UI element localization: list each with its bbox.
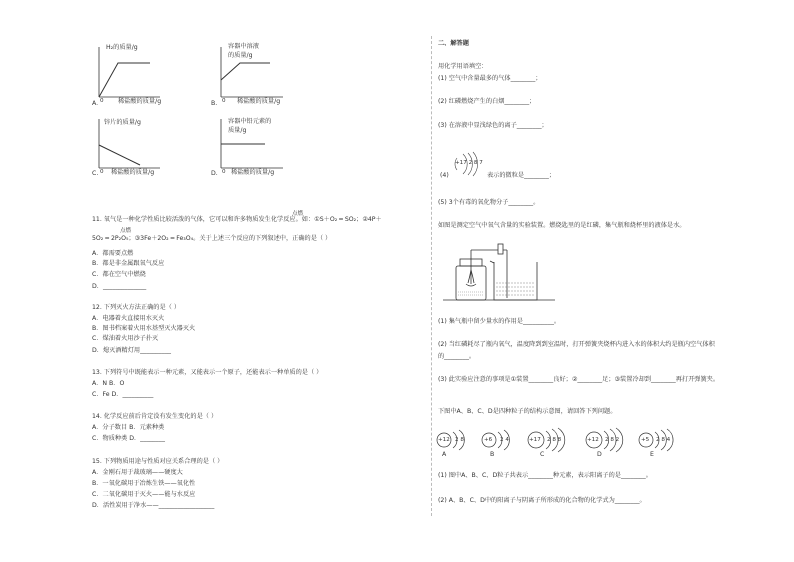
- q11-condition-2: 点燃: [120, 228, 132, 234]
- graph-c-ylabel: 锌片的质量/g: [104, 119, 141, 126]
- section-2-title: 二、解答题: [438, 40, 469, 47]
- graph-c-origin: 0: [100, 169, 104, 175]
- atom-a-nucleus-label: +12: [438, 437, 450, 443]
- graph-b-xlabel: 稀盐酸的质量/g: [237, 98, 281, 105]
- graph-b-ylabel-2: 的质量/g: [228, 52, 253, 59]
- q15-option-d[interactable]: D．活性炭用于净水——__________________: [92, 502, 215, 509]
- q12-option-d[interactable]: D．熄灭酒精灯用__________: [92, 347, 172, 354]
- atom-diagram-label: +17 2 8 7: [455, 160, 483, 166]
- q11-option-d[interactable]: D．______________: [92, 283, 147, 290]
- graph-d-xlabel: 稀盐酸的质量/g: [231, 169, 275, 176]
- fill-item-4: (4): [440, 172, 449, 179]
- q12-option-c[interactable]: C．煤油着火用沙子扑灭: [92, 335, 159, 342]
- atom-b-shells: 2 4: [500, 437, 509, 443]
- graph-a-origin: 0: [100, 98, 104, 104]
- graph-b-ylabel-1: 容器中溶液: [228, 43, 259, 50]
- graph-a-xlabel: 稀盐酸的质量/g: [118, 98, 162, 105]
- atom-b-letter: B: [490, 451, 495, 458]
- q13-stem: 13. 下列符号中既能表示一种元素，又能表示一个原子，还能表示一种单质的是（ ）: [92, 369, 323, 376]
- q11-stem-line2: 5O₂ ═ 2P₂O₅；③3Fe＋2O₂ ═ Fe₃O₄。关于上述三个反应的下列叙述中，正确的是（ ）: [92, 235, 332, 242]
- atom-c-letter: C: [540, 451, 545, 458]
- exp-question-1[interactable]: (1) 集气瓶中留少量水的作用是__________。: [438, 318, 561, 325]
- q13-options-row1[interactable]: A．N B．O: [92, 380, 125, 387]
- exp-question-2-line1: (2) 当红磷耗尽了瓶内氧气，温度降到到室温时，打开弹簧夹烧杯内进入水的体积大约是瓶内空气体积: [438, 341, 715, 348]
- graph-a-letter: A.: [92, 100, 99, 107]
- q12-stem: 12. 下列灭火方法正确的是（ ）: [92, 304, 181, 311]
- q11-option-a[interactable]: A．都需要点燃: [92, 250, 134, 257]
- graph-d-ylabel-1: 容器中铅元素的: [228, 118, 272, 125]
- atom-c-shells: 2 8 8: [547, 437, 562, 443]
- exp-intro: 如图是测定空气中氧气含量的实验装置。燃烧匙里的是红磷，集气瓶和烧杯里的液体是水。: [438, 222, 686, 229]
- q15-option-c[interactable]: C．二氧化碳用于灭火——能与水反应: [92, 491, 196, 498]
- q15-stem: 15. 下列物质用途与性质对应关系合理的是（ ）: [92, 458, 224, 465]
- atoms-intro: 下图中A、B、C、D是四种粒子的结构示意图，请回答下列问题。: [438, 408, 617, 415]
- atom-c-nucleus-label: +17: [529, 437, 541, 443]
- atoms-question-1[interactable]: (1) 图中A、B、C、D粒子共表示________种元素，表示阳离子的是________。: [438, 472, 652, 479]
- q11-option-b[interactable]: B．都是非金属跟氧气反应: [92, 260, 165, 267]
- q13-options-row2[interactable]: C．Fe D．__________: [92, 391, 154, 398]
- q12-option-a[interactable]: A．电器着火直接用水灭火: [92, 315, 165, 322]
- atom-e-nucleus-label: +5: [641, 437, 650, 443]
- graph-d-origin: 0: [222, 169, 226, 175]
- atom-d-letter: D: [597, 451, 602, 458]
- atom-e-letter: E: [650, 451, 654, 458]
- atom-b-nucleus-label: +6: [484, 437, 493, 443]
- graph-b-origin: 0: [222, 98, 226, 104]
- q14-stem: 14. 化学反应前后肯定没有发生变化的是（ ）: [92, 413, 218, 420]
- graph-c-letter: C.: [92, 170, 99, 177]
- graph-c-xlabel: 稀盐酸的质量/g: [111, 169, 155, 176]
- fill-item-1[interactable]: (1) 空气中含量最多的气体________；: [438, 75, 542, 82]
- q11-condition-1: 点燃: [292, 211, 304, 217]
- fill-item-3[interactable]: (3) 在溶液中显浅绿色的离子________；: [438, 122, 548, 129]
- graph-b-letter: B.: [211, 100, 218, 107]
- q11-option-c[interactable]: C．都在空气中燃烧: [92, 271, 146, 278]
- q14-options-row2[interactable]: C．物质种类 D．________: [92, 435, 165, 442]
- q11-stem-line1: 11. 氧气是一种化学性质比较活泼的气体，它可以和许多物质发生化学反应。如：①S＋O₂ ═ SO₂；②4P＋: [92, 216, 382, 223]
- fill-item-5[interactable]: (5) 3个有毒的氧化物分子________。: [438, 199, 540, 206]
- graph-d-ylabel-2: 质量/g: [228, 127, 247, 134]
- atom-a-shells: 2 8: [455, 437, 464, 443]
- fill-title: 用化学用语填空：: [438, 63, 488, 70]
- graph-a-ylabel: H₂的质量/g: [106, 44, 138, 51]
- atom-e-shells: 2 8 4: [656, 437, 671, 443]
- q15-option-b[interactable]: B．一氧化碳用于冶炼生铁——氧化性: [92, 480, 196, 487]
- atom-d-shells: 2 8 2: [605, 437, 620, 443]
- fill-item-2[interactable]: (2) 红磷燃烧产生的白烟________；: [438, 98, 536, 105]
- atom-a-letter: A: [442, 451, 447, 458]
- q15-option-a[interactable]: A．金刚石用于裁玻璃——硬度大: [92, 469, 183, 476]
- fill-item-4-text[interactable]: 表示的微粒是________；: [487, 172, 556, 179]
- atom-d-nucleus-label: +12: [587, 437, 599, 443]
- q12-option-b[interactable]: B．图书档案着火用水基型灭火器灭火: [92, 325, 196, 332]
- exp-question-3[interactable]: (3) 此实验应注意的事项是①装置________良好；②________足；③装置冷却到________再打开弹簧夹。: [438, 376, 720, 383]
- graph-d-letter: D.: [211, 170, 218, 177]
- exp-question-2-line2[interactable]: 的________。: [438, 353, 476, 360]
- atoms-question-2[interactable]: (2) A、B、C、D中的阳离子与阴离子所形成的化合物的化学式为________。: [438, 497, 646, 504]
- q14-options-row1[interactable]: A．分子数目 B．元素种类: [92, 424, 165, 431]
